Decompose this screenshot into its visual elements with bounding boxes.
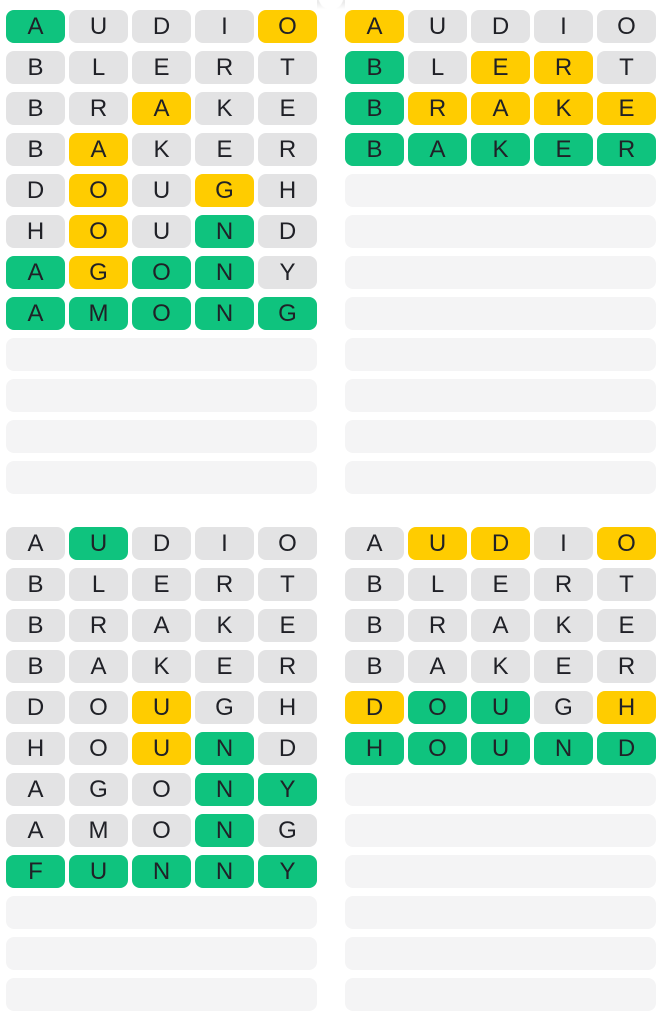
guess-row — [345, 133, 656, 166]
empty-row — [345, 855, 656, 888]
letter-tile: G — [534, 691, 593, 724]
empty-row — [345, 338, 656, 371]
letter-tile: K — [195, 609, 254, 642]
letter-tile: E — [195, 650, 254, 683]
guess-row — [345, 92, 656, 125]
letter-tile: B — [6, 133, 65, 166]
letter-tile: O — [69, 691, 128, 724]
guess-row — [6, 650, 317, 683]
empty-row — [6, 937, 317, 970]
letter-tile: N — [195, 297, 254, 330]
letter-tile: U — [408, 527, 467, 560]
letter-tile: G — [258, 814, 317, 847]
letter-tile: A — [132, 92, 191, 125]
empty-row — [345, 297, 656, 330]
letter-tile: A — [408, 133, 467, 166]
letter-tile: I — [195, 10, 254, 43]
letter-tile: B — [345, 609, 404, 642]
letter-tile: B — [6, 650, 65, 683]
empty-row — [6, 896, 317, 929]
guess-row — [6, 215, 317, 248]
letter-tile: B — [6, 568, 65, 601]
empty-row — [345, 937, 656, 970]
letter-tile: T — [258, 51, 317, 84]
letter-tile: D — [471, 10, 530, 43]
letter-tile: G — [69, 773, 128, 806]
letter-tile: K — [534, 92, 593, 125]
letter-tile: I — [534, 10, 593, 43]
letter-tile: I — [195, 527, 254, 560]
letter-tile: E — [195, 133, 254, 166]
guess-row — [6, 10, 317, 43]
letter-tile: E — [132, 51, 191, 84]
letter-tile: E — [471, 568, 530, 601]
empty-row — [345, 174, 656, 207]
letter-tile: B — [345, 133, 404, 166]
letter-tile: A — [6, 814, 65, 847]
letter-tile: L — [408, 51, 467, 84]
guess-row — [6, 527, 317, 560]
letter-tile: O — [69, 732, 128, 765]
letter-tile: K — [534, 609, 593, 642]
empty-row — [345, 814, 656, 847]
letter-tile: Y — [258, 855, 317, 888]
letter-tile: K — [471, 133, 530, 166]
letter-tile: D — [597, 732, 656, 765]
board-top-left — [6, 10, 317, 502]
letter-tile: Y — [258, 256, 317, 289]
letter-tile: A — [6, 773, 65, 806]
letter-tile: A — [471, 609, 530, 642]
board-divider-notch — [317, 0, 345, 9]
letter-tile: O — [132, 814, 191, 847]
letter-tile: N — [132, 855, 191, 888]
letter-tile: O — [69, 174, 128, 207]
letter-tile: B — [345, 92, 404, 125]
letter-tile: E — [258, 92, 317, 125]
guess-row — [6, 174, 317, 207]
letter-tile: D — [345, 691, 404, 724]
letter-tile: G — [195, 691, 254, 724]
letter-tile: I — [534, 527, 593, 560]
letter-tile: A — [471, 92, 530, 125]
letter-tile: K — [132, 650, 191, 683]
guess-row — [6, 256, 317, 289]
letter-tile: O — [597, 527, 656, 560]
letter-tile: O — [408, 691, 467, 724]
letter-tile: K — [132, 133, 191, 166]
letter-tile: H — [258, 691, 317, 724]
guess-row — [345, 568, 656, 601]
letter-tile: N — [195, 256, 254, 289]
guess-row — [345, 51, 656, 84]
letter-tile: E — [258, 609, 317, 642]
letter-tile: B — [6, 609, 65, 642]
guess-row — [6, 568, 317, 601]
letter-tile: N — [195, 215, 254, 248]
letter-tile: B — [345, 568, 404, 601]
letter-tile: A — [6, 297, 65, 330]
guess-row — [345, 691, 656, 724]
letter-tile: K — [195, 92, 254, 125]
guess-row — [6, 691, 317, 724]
letter-tile: E — [132, 568, 191, 601]
guess-row — [345, 650, 656, 683]
letter-tile: O — [597, 10, 656, 43]
letter-tile: A — [69, 650, 128, 683]
letter-tile: A — [6, 10, 65, 43]
letter-tile: O — [69, 215, 128, 248]
letter-tile: D — [471, 527, 530, 560]
letter-tile: B — [345, 650, 404, 683]
letter-tile: U — [69, 527, 128, 560]
letter-tile: R — [408, 92, 467, 125]
letter-tile: U — [408, 10, 467, 43]
guess-row — [6, 814, 317, 847]
empty-row — [6, 978, 317, 1011]
empty-row — [345, 379, 656, 412]
empty-row — [6, 379, 317, 412]
guess-row — [6, 92, 317, 125]
letter-tile: T — [597, 568, 656, 601]
letter-tile: R — [258, 650, 317, 683]
letter-tile: G — [258, 297, 317, 330]
letter-tile: R — [408, 609, 467, 642]
letter-tile: D — [132, 527, 191, 560]
guess-row — [6, 773, 317, 806]
letter-tile: U — [471, 732, 530, 765]
letter-tile: O — [408, 732, 467, 765]
letter-tile: N — [534, 732, 593, 765]
empty-row — [345, 896, 656, 929]
letter-tile: E — [534, 133, 593, 166]
letter-tile: N — [195, 814, 254, 847]
empty-row — [345, 215, 656, 248]
empty-row — [345, 773, 656, 806]
letter-tile: G — [69, 256, 128, 289]
empty-row — [345, 256, 656, 289]
letter-tile: R — [597, 650, 656, 683]
letter-tile: R — [534, 51, 593, 84]
board-top-right — [345, 10, 656, 502]
letter-tile: M — [69, 297, 128, 330]
letter-tile: N — [195, 773, 254, 806]
empty-row — [6, 461, 317, 494]
letter-tile: U — [132, 215, 191, 248]
guess-row — [345, 10, 656, 43]
letter-tile: A — [345, 10, 404, 43]
letter-tile: T — [597, 51, 656, 84]
guess-row — [345, 527, 656, 560]
letter-tile: A — [69, 133, 128, 166]
guess-row — [6, 297, 317, 330]
letter-tile: E — [597, 92, 656, 125]
letter-tile: L — [408, 568, 467, 601]
letter-tile: O — [132, 773, 191, 806]
guess-row — [6, 133, 317, 166]
letter-tile: H — [6, 215, 65, 248]
guess-row — [6, 732, 317, 765]
empty-row — [345, 461, 656, 494]
letter-tile: M — [69, 814, 128, 847]
letter-tile: O — [258, 527, 317, 560]
letter-tile: B — [6, 92, 65, 125]
letter-tile: E — [534, 650, 593, 683]
letter-tile: Y — [258, 773, 317, 806]
letter-tile: H — [258, 174, 317, 207]
letter-tile: A — [6, 256, 65, 289]
letter-tile: B — [6, 51, 65, 84]
empty-row — [345, 420, 656, 453]
letter-tile: E — [471, 51, 530, 84]
letter-tile: O — [132, 297, 191, 330]
guess-row — [6, 855, 317, 888]
letter-tile: A — [132, 609, 191, 642]
letter-tile: B — [345, 51, 404, 84]
letter-tile: R — [597, 133, 656, 166]
letter-tile: L — [69, 51, 128, 84]
letter-tile: G — [195, 174, 254, 207]
guess-row — [345, 609, 656, 642]
empty-row — [345, 978, 656, 1011]
letter-tile: U — [132, 691, 191, 724]
letter-tile: R — [195, 51, 254, 84]
letter-tile: U — [69, 10, 128, 43]
letter-tile: D — [258, 215, 317, 248]
letter-tile: F — [6, 855, 65, 888]
guess-row — [345, 732, 656, 765]
letter-tile: A — [6, 527, 65, 560]
letter-tile: H — [597, 691, 656, 724]
letter-tile: D — [6, 691, 65, 724]
letter-tile: K — [471, 650, 530, 683]
guess-row — [6, 51, 317, 84]
letter-tile: D — [6, 174, 65, 207]
letter-tile: T — [258, 568, 317, 601]
letter-tile: H — [345, 732, 404, 765]
letter-tile: A — [408, 650, 467, 683]
letter-tile: L — [69, 568, 128, 601]
letter-tile: O — [258, 10, 317, 43]
letter-tile: R — [69, 92, 128, 125]
letter-tile: U — [132, 732, 191, 765]
letter-tile: A — [345, 527, 404, 560]
guess-row — [6, 609, 317, 642]
letter-tile: R — [534, 568, 593, 601]
board-bottom-right — [345, 527, 656, 1019]
empty-row — [6, 420, 317, 453]
letter-tile: E — [597, 609, 656, 642]
letter-tile: N — [195, 732, 254, 765]
board-bottom-left — [6, 527, 317, 1019]
letter-tile: O — [132, 256, 191, 289]
letter-tile: D — [258, 732, 317, 765]
letter-tile: U — [132, 174, 191, 207]
empty-row — [6, 338, 317, 371]
letter-tile: H — [6, 732, 65, 765]
letter-tile: R — [69, 609, 128, 642]
letter-tile: N — [195, 855, 254, 888]
letter-tile: R — [258, 133, 317, 166]
letter-tile: R — [195, 568, 254, 601]
letter-tile: D — [132, 10, 191, 43]
letter-tile: U — [69, 855, 128, 888]
letter-tile: U — [471, 691, 530, 724]
